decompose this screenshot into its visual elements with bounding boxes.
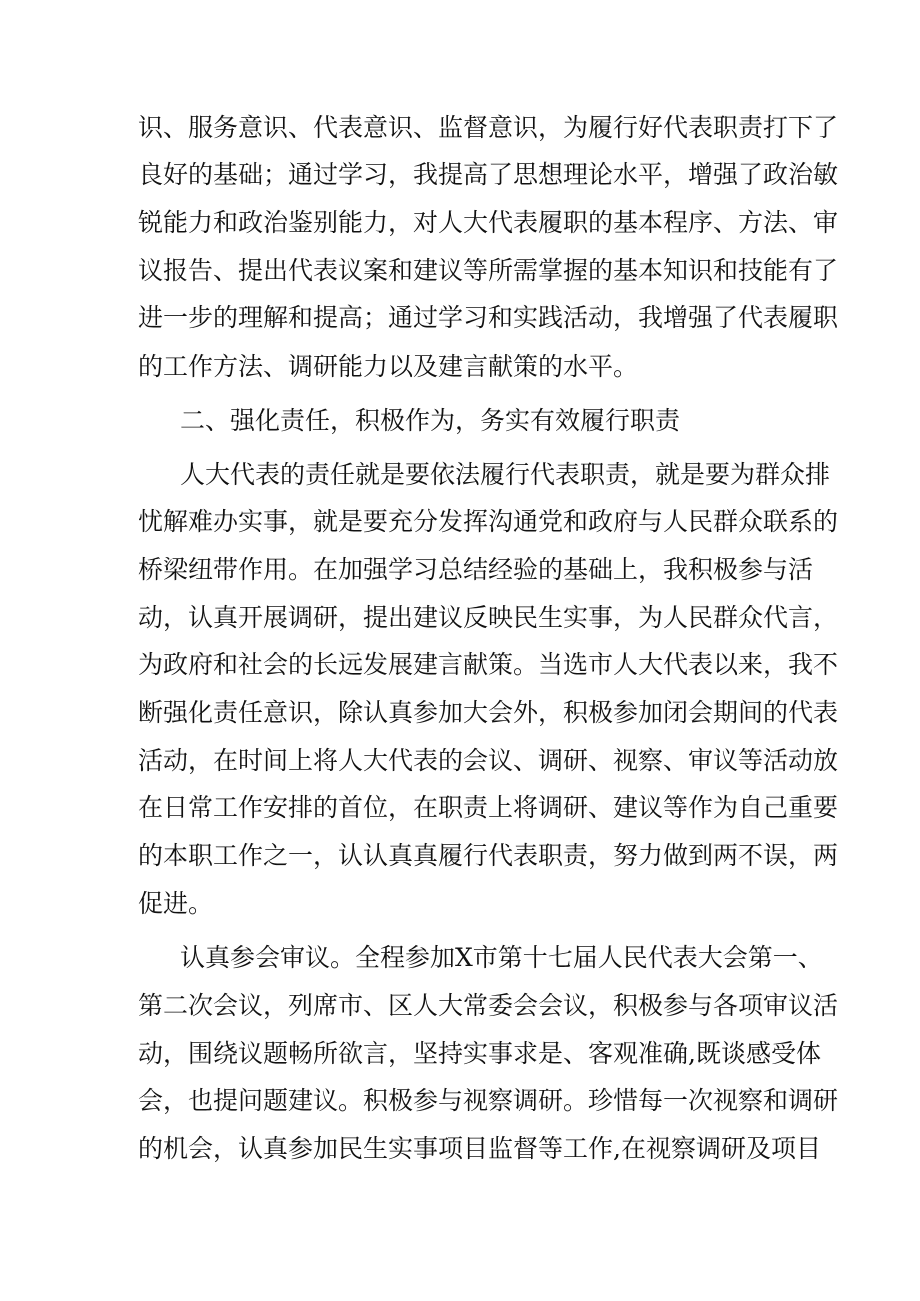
paragraph-line: 的机会，认真参加民生实事项目监督等工作,在视察调研及项目 — [138, 1134, 821, 1163]
paragraph-line: 识、服务意识、代表意识、监督意识，为履行好代表职责打下了 — [138, 113, 839, 142]
paragraph-line: 议报告、提出代表议案和建议等所需掌握的基本知识和技能有了 — [138, 256, 839, 285]
paragraph-line: 的工作方法、调研能力以及建言献策的水平。 — [138, 352, 639, 381]
paragraph-line: 的本职工作之一，认认真真履行代表职责，努力做到两不误，两 — [138, 841, 839, 870]
paragraph-line: 良好的基础；通过学习，我提高了思想理论水平，增强了政治敏 — [138, 160, 839, 189]
paragraph-line: 动，认真开展调研，提出建议反映民生实事，为人民群众代言， — [138, 603, 839, 632]
paragraph-line: 促进。 — [138, 889, 214, 918]
paragraph-line: 桥梁纽带作用。在加强学习总结经验的基础上，我积极参与活 — [138, 555, 814, 584]
paragraph-line: 锐能力和政治鉴别能力，对人大代表履职的基本程序、方法、审 — [138, 208, 839, 237]
paragraph-line: 为政府和社会的长远发展建言献策。当选市人大代表以来，我不 — [138, 650, 839, 679]
paragraph-line: 人大代表的责任就是要依法履行代表职责，就是要为群众排 — [180, 460, 831, 489]
paragraph-line: 忧解难办实事，就是要充分发挥沟通党和政府与人民群众联系的 — [138, 507, 839, 536]
paragraph-line: 动，围绕议题畅所欲言，坚持实事求是、客观准确,既谈感受体 — [138, 1039, 821, 1068]
paragraph-line: 断强化责任意识，除认真参加大会外，积极参加闭会期间的代表 — [138, 698, 839, 727]
paragraph-line: 认真参会审议。全程参加X市第十七届人民代表大会第一、 — [180, 943, 823, 972]
paragraph-line: 在日常工作安排的首位，在职责上将调研、建议等作为自己重要 — [138, 793, 839, 822]
paragraph-line: 会，也提问题建议。积极参与视察调研。珍惜每一次视察和调研 — [138, 1086, 839, 1115]
paragraph-line: 活动，在时间上将人大代表的会议、调研、视察、审议等活动放 — [138, 746, 839, 775]
paragraph-line: 进一步的理解和提高；通过学习和实践活动，我增强了代表履职 — [138, 303, 839, 332]
section-heading: 二、强化责任，积极作为，务实有效履行职责 — [180, 406, 681, 435]
paragraph-line: 第二次会议，列席市、区人大常委会会议，积极参与各项审议活 — [138, 991, 839, 1020]
